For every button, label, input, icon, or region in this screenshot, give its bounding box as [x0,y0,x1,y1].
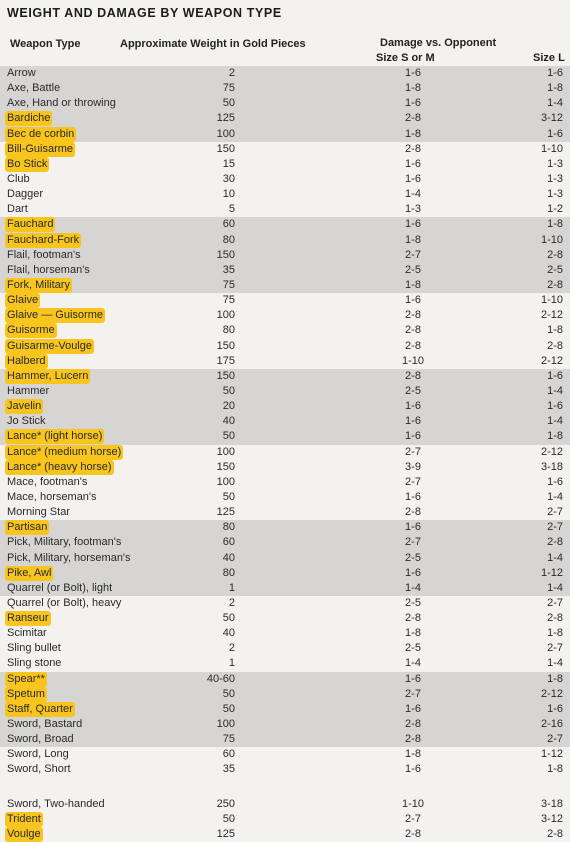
weapon-weight: 20 [222,400,235,413]
weapon-name: Glaive — Guisorme [7,309,103,322]
damage-size-l: 2-16 [540,718,563,731]
damage-size-l: 1-12 [540,566,563,579]
damage-size-l: 2-12 [540,354,563,367]
weapon-name: Partisan [7,521,48,534]
damage-size-l: 2-8 [547,612,563,625]
table-row [0,445,570,460]
weapon-weight: 1 [228,581,235,594]
damage-size-sm: 2-8 [405,324,421,337]
weapon-name: Jo Stick [7,415,46,428]
weapon-weight: 15 [222,157,235,170]
table-row [0,369,570,384]
weapon-weight: 175 [216,354,235,367]
damage-size-sm: 1-10 [401,354,425,367]
damage-size-l: 1-6 [547,67,563,79]
damage-size-sm: 1-8 [405,627,421,640]
damage-size-sm: 1-6 [405,521,421,534]
damage-size-sm: 3-9 [405,460,421,473]
table-row [0,812,570,827]
damage-size-l: 1-8 [547,672,563,685]
damage-size-sm: 1-4 [405,581,421,594]
weapon-weight: 150 [216,248,235,261]
table-row [0,414,570,429]
weapon-weight: 80 [222,521,235,534]
damage-size-sm: 2-5 [405,263,421,276]
table-row [0,217,570,232]
weapon-name: Sword, Two-handed [7,797,105,810]
table-row [0,762,570,777]
damage-size-l: 2-12 [540,309,563,322]
damage-size-l: 2-7 [547,506,563,519]
damage-size-l: 1-4 [547,657,563,670]
damage-size-sm: 1-6 [405,400,421,413]
weapon-weight: 100 [216,309,235,322]
weapon-name: Bo Stick [7,157,48,170]
damage-size-l: 2-8 [547,536,563,549]
damage-size-l: 1-10 [540,142,563,155]
damage-size-sm: 1-8 [405,748,421,761]
weapon-name: Dart [7,203,28,216]
damage-size-sm: 1-8 [405,127,421,140]
weapon-name: Sword, Long [7,748,69,761]
damage-size-l: 1-8 [547,82,563,95]
table-row [0,626,570,641]
damage-size-sm: 2-5 [405,642,421,655]
table-row [0,611,570,626]
table-row [0,429,570,444]
table-row [0,142,570,157]
table-row [0,747,570,762]
table-row [0,127,570,142]
weapon-weight: 150 [216,460,235,473]
weapon-weight: 50 [222,612,235,625]
damage-size-sm: 2-5 [405,384,421,397]
weapon-weight: 60 [222,536,235,549]
table-row [0,520,570,535]
weapon-weight: 50 [222,430,235,443]
weapon-name: Quarrel (or Bolt), light [7,581,113,594]
weapon-weight: 40-60 [206,672,235,685]
weapon-name: Sword, Broad [7,733,74,746]
weapon-name: Axe, Battle [7,82,61,95]
damage-size-sm: 1-6 [405,672,421,685]
weapon-name: Trident [7,812,41,825]
table-row [0,535,570,550]
damage-size-l: 1-8 [547,218,563,231]
weapon-weight: 250 [216,797,235,810]
table-row [0,797,570,812]
weapon-name: Sword, Short [7,763,71,776]
damage-size-l: 2-8 [547,248,563,261]
damage-size-l: 1-8 [547,324,563,337]
weapon-name: Spetum [7,687,45,700]
table-row [0,641,570,656]
damage-size-l: 1-4 [547,384,563,397]
damage-size-l: 3-12 [540,812,563,825]
weapon-weight: 100 [216,127,235,140]
damage-size-l: 1-8 [547,430,563,443]
damage-size-sm: 2-8 [405,309,421,322]
table-row [0,172,570,187]
weapon-weight: 80 [222,324,235,337]
weapon-weight: 50 [222,812,235,825]
table-row [0,827,570,842]
weapon-name: Pick, Military, horseman's [7,551,131,564]
table-row [0,354,570,369]
table-row [0,384,570,399]
damage-size-sm: 2-7 [405,812,421,825]
header-damage: Damage vs. Opponent [380,37,497,49]
damage-size-l: 1-12 [540,748,563,761]
damage-size-sm: 1-8 [405,233,421,246]
weapon-name: Halberd [7,354,46,367]
weapon-name: Bardiche [7,112,51,125]
weapon-weight: 125 [216,827,235,840]
weapon-weight: 75 [222,82,235,95]
weapon-weight: 40 [222,627,235,640]
damage-size-l: 1-4 [547,415,563,428]
table-row [0,233,570,248]
weapon-name: Sling stone [7,657,62,670]
table-row [0,475,570,490]
damage-size-sm: 1-6 [405,218,421,231]
weapon-name: Guisarme-Voulge [7,339,92,352]
weapon-weight: 5 [228,203,235,216]
damage-size-sm: 2-8 [405,142,421,155]
damage-size-l: 1-4 [547,581,563,594]
damage-size-l: 1-6 [547,127,563,140]
damage-size-l: 2-5 [547,263,563,276]
damage-size-l: 1-3 [547,172,563,185]
weapon-name: Axe, Hand or throwing [7,97,116,110]
damage-size-l: 1-3 [547,157,563,170]
header-size-sm: Size S or M [376,52,435,64]
weapon-name: Arrow [7,67,36,79]
table-row [0,490,570,505]
damage-size-l: 2-8 [547,339,563,352]
damage-size-sm: 2-8 [405,827,421,840]
table-row [0,187,570,202]
damage-size-l: 3-18 [540,797,563,810]
damage-size-sm: 1-4 [405,657,421,670]
weapon-weight: 40 [222,415,235,428]
weapon-weight: 60 [222,748,235,761]
damage-size-sm: 2-7 [405,248,421,261]
damage-size-sm: 1-8 [405,82,421,95]
weapon-weight: 75 [222,733,235,746]
damage-size-sm: 2-8 [405,718,421,731]
damage-size-sm: 1-3 [405,203,421,216]
weapon-name: Staff, Quarter [7,702,73,715]
damage-size-sm: 1-6 [405,430,421,443]
damage-size-sm: 1-10 [401,797,425,810]
damage-size-sm: 2-5 [405,596,421,609]
weapon-weight: 40 [222,551,235,564]
damage-size-l: 2-7 [547,642,563,655]
weapon-weight: 10 [222,188,235,201]
weapon-name: Hammer, Lucern [7,369,89,382]
damage-size-sm: 1-6 [405,294,421,307]
weapon-weight: 35 [222,763,235,776]
weapon-weight: 150 [216,142,235,155]
damage-size-sm: 2-7 [405,445,421,458]
damage-size-sm: 2-8 [405,612,421,625]
weapon-table [0,66,570,842]
damage-size-l: 1-8 [547,763,563,776]
table-row [0,323,570,338]
weapon-name: Lance* (heavy horse) [7,460,112,473]
damage-size-l: 1-4 [547,490,563,503]
table-row [0,248,570,263]
table-row [0,111,570,126]
damage-size-sm: 2-8 [405,339,421,352]
weapon-name: Guisorme [7,324,55,337]
weapon-weight: 100 [216,718,235,731]
damage-size-l: 2-7 [547,596,563,609]
damage-size-sm: 1-4 [405,188,421,201]
damage-size-l: 1-4 [547,97,563,110]
header-weight: Approximate Weight in Gold Pieces [120,38,306,50]
weapon-weight: 60 [222,218,235,231]
weapon-weight: 2 [228,642,235,655]
table-row [0,339,570,354]
table-row [0,656,570,671]
weapon-weight: 50 [222,490,235,503]
damage-size-sm: 2-7 [405,687,421,700]
header-size-l: Size L [533,52,565,64]
table-row [0,293,570,308]
weapon-weight: 50 [222,702,235,715]
weapon-weight: 30 [222,172,235,185]
weapon-name: Club [7,172,30,185]
weapon-weight: 150 [216,369,235,382]
table-row [0,202,570,217]
weapon-weight: 35 [222,263,235,276]
weapon-weight: 50 [222,384,235,397]
damage-size-sm: 1-6 [405,566,421,579]
damage-size-sm: 2-8 [405,506,421,519]
weapon-name: Pike, Awl [7,566,52,579]
damage-size-sm: 2-5 [405,551,421,564]
damage-size-sm: 1-6 [405,97,421,110]
table-row [0,702,570,717]
damage-size-sm: 1-6 [405,490,421,503]
weapon-name: Mace, footman's [7,475,88,488]
weapon-name: Flail, footman's [7,248,81,261]
table-row [0,732,570,747]
weapon-name: Hammer [7,384,50,397]
table-row [0,596,570,611]
damage-size-sm: 2-8 [405,112,421,125]
damage-size-l: 1-6 [547,400,563,413]
damage-size-l: 2-7 [547,521,563,534]
weapon-name: Sling bullet [7,642,61,655]
weapon-weight: 75 [222,294,235,307]
table-row [0,460,570,475]
weapon-weight: 100 [216,445,235,458]
damage-size-l: 1-3 [547,188,563,201]
weapon-name: Fork, Military [7,278,70,291]
weapon-name: Pick, Military, footman's [7,536,122,549]
weapon-name: Lance* (light horse) [7,430,103,443]
weapon-name: Lance* (medium horse) [7,445,122,458]
damage-size-l: 1-8 [547,627,563,640]
table-row [0,278,570,293]
damage-size-l: 2-12 [540,445,563,458]
damage-size-sm: 1-6 [405,157,421,170]
damage-size-sm: 1-6 [405,67,421,79]
table-row [0,81,570,96]
weapon-name: Bill-Guisarme [7,142,74,155]
weapon-weight: 75 [222,278,235,291]
table-row [0,308,570,323]
table-row [0,399,570,414]
damage-size-l: 3-18 [540,460,563,473]
table-row [0,551,570,566]
table-row [0,717,570,732]
weapon-name: Flail, horseman's [7,263,90,276]
table-row [0,263,570,278]
damage-size-l: 3-12 [540,112,563,125]
weapon-name: Voulge [7,827,41,840]
damage-size-sm: 1-6 [405,415,421,428]
damage-size-l: 2-12 [540,687,563,700]
weapon-name: Dagger [7,188,44,201]
table-row [0,581,570,596]
weapon-name: Javelin [7,400,42,413]
weapon-weight: 50 [222,687,235,700]
weapon-weight: 125 [216,112,235,125]
weapon-name: Fauchard-Fork [7,233,80,246]
table-row [0,672,570,687]
header-weapon-type: Weapon Type [10,38,81,50]
weapon-weight: 1 [228,657,235,670]
table-row [0,157,570,172]
damage-size-l: 1-10 [540,294,563,307]
damage-size-l: 1-6 [547,369,563,382]
weapon-weight: 2 [228,67,235,79]
damage-size-sm: 2-8 [405,733,421,746]
weapon-name: Sword, Bastard [7,718,83,731]
weapon-weight: 2 [228,596,235,609]
page-title: WEIGHT AND DAMAGE BY WEAPON TYPE [7,6,282,20]
damage-size-sm: 1-8 [405,278,421,291]
weapon-name: Scimitar [7,627,47,640]
table-row [0,66,570,81]
weapon-name: Quarrel (or Bolt), heavy [7,596,122,609]
damage-size-l: 2-8 [547,827,563,840]
damage-size-sm: 1-6 [405,702,421,715]
weapon-weight: 125 [216,506,235,519]
weapon-name: Spear** [7,672,45,685]
table-row [0,96,570,111]
damage-size-l: 2-7 [547,733,563,746]
weapon-weight: 100 [216,475,235,488]
damage-size-sm: 1-6 [405,172,421,185]
weapon-name: Fauchard [7,218,54,231]
weapon-weight: 80 [222,233,235,246]
weapon-name: Glaive [7,294,39,307]
damage-size-sm: 2-7 [405,475,421,488]
weapon-name: Morning Star [7,506,70,519]
damage-size-l: 1-2 [547,203,563,216]
weapon-weight: 150 [216,339,235,352]
damage-size-l: 1-6 [547,475,563,488]
damage-size-l: 1-4 [547,551,563,564]
table-row [0,505,570,520]
weapon-name: Bec de corbin [7,127,75,140]
weapon-weight: 50 [222,97,235,110]
damage-size-sm: 1-6 [405,763,421,776]
table-row [0,566,570,581]
damage-size-l: 1-6 [547,702,563,715]
damage-size-sm: 2-7 [405,536,421,549]
damage-size-l: 1-10 [540,233,563,246]
weapon-name: Ranseur [7,612,49,625]
damage-size-sm: 2-8 [405,369,421,382]
weapon-weight: 80 [222,566,235,579]
table-row [0,687,570,702]
damage-size-l: 2-8 [547,278,563,291]
weapon-name: Mace, horseman's [7,490,97,503]
